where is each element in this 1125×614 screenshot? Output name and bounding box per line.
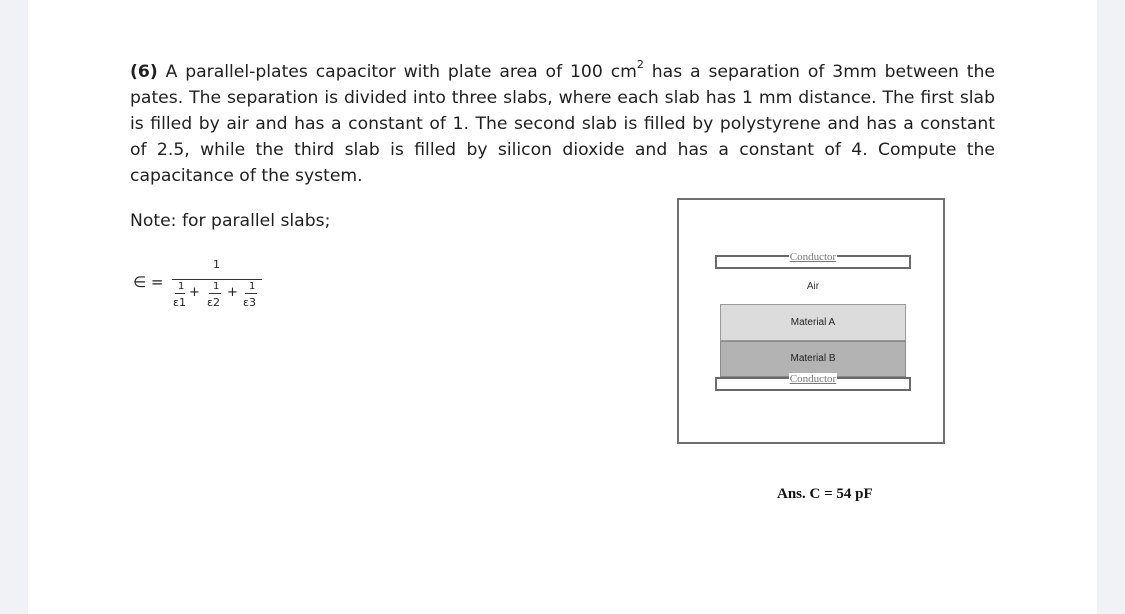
formula-numerator: 1 bbox=[213, 258, 220, 271]
problem-text-rest: has a separation of 3mm between the pates. The separation is divided into three slabs, where each slab has 1 mm distance. The first slab is filled by air and has a constant of 1. The second slab is filled by polystyrene and has a constant of 2.5, while the third slab is filled by silicon dioxide and has a constant of 4. Compute the capacitance of the system. bbox=[130, 62, 996, 186]
term1-denominator: ε1 bbox=[173, 296, 186, 309]
problem-text-start: A parallel-plates capacitor with plate area of 100 cm bbox=[165, 62, 637, 82]
term2-denominator: ε2 bbox=[207, 296, 220, 309]
formula-main-fraction-bar bbox=[172, 279, 262, 280]
problem-number: (6) bbox=[130, 62, 158, 82]
plus-sign-2: + bbox=[227, 285, 238, 300]
term3-fraction-bar bbox=[245, 293, 257, 294]
area-unit-superscript: 2 bbox=[636, 58, 644, 72]
term1-numerator: 1 bbox=[178, 281, 185, 292]
term2-fraction-bar bbox=[209, 293, 221, 294]
term1-fraction-bar bbox=[175, 293, 185, 294]
bottom-conductor-plate bbox=[715, 373, 911, 391]
note-text: Note: for parallel slabs; bbox=[130, 211, 331, 231]
air-layer-label: Air bbox=[806, 281, 820, 292]
capacitor-diagram bbox=[677, 198, 945, 444]
term3-numerator: 1 bbox=[249, 281, 256, 292]
term3-denominator: ε3 bbox=[243, 296, 256, 309]
term2-numerator: 1 bbox=[213, 281, 220, 292]
answer-text: Ans. C = 54 pF bbox=[777, 486, 873, 502]
series-permittivity-formula bbox=[133, 258, 273, 318]
top-conductor-plate bbox=[715, 251, 911, 269]
plus-sign-1: + bbox=[189, 285, 200, 300]
left-margin-bar bbox=[0, 0, 28, 614]
bottom-conductor-label: Conductor bbox=[789, 373, 837, 385]
formula-lhs: ∈ = bbox=[133, 273, 164, 291]
material-b-layer: Material B bbox=[720, 341, 906, 377]
problem-statement bbox=[130, 59, 995, 189]
material-a-layer: Material A bbox=[720, 304, 906, 341]
right-margin-bar bbox=[1097, 0, 1125, 614]
top-conductor-label: Conductor bbox=[789, 251, 837, 263]
